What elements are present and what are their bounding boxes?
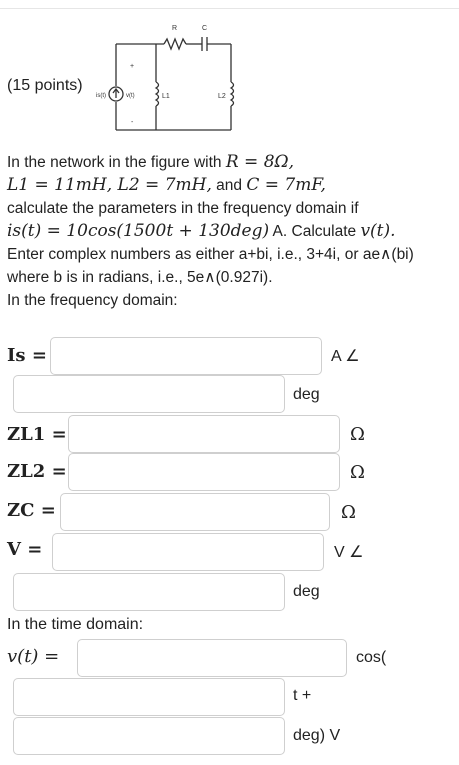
points-label: (15 points) [7,77,83,94]
label-C: C [202,25,208,32]
vt-frequency-input[interactable] [13,678,285,716]
deg-V-unit: deg) V [293,727,341,744]
V-unit: V ∠ [334,544,364,561]
ZC-input[interactable] [60,493,330,531]
label-L1: L1 [162,93,170,100]
complex-format-instructions: Enter complex numbers as either a+bi, i.e., 3+4i, or ae∧(bi) where b is in radians, i.e., 5e∧(0.927i). [7,246,414,286]
C-equation: C = 7mF, [246,175,326,195]
ZL1-unit: Ω [350,424,365,445]
is-equation: is(t) = 10cos(1500t + 130deg) [7,221,270,241]
V-angle-input[interactable] [13,573,285,611]
problem-calc-v: A. Calculate [269,223,361,240]
problem-calc: calculate the parameters in the frequency domain if [7,200,359,217]
vt-phase-input[interactable] [13,717,285,755]
vt-label: v(t) = [7,646,60,667]
ZL2-input[interactable] [68,453,340,491]
problem-text [7,151,455,312]
Is-deg-unit: deg [293,386,320,403]
label-plus: + [130,63,135,70]
circuit-diagram [96,22,238,144]
label-is: is(t) [96,93,106,99]
cos-unit: cos( [356,649,387,666]
ZL2-unit: Ω [350,462,365,483]
V-label: V = [7,539,43,560]
ZL1-label: ZL1 = [7,424,67,445]
Is-unit: A ∠ [331,348,360,365]
V-magnitude-input[interactable] [52,533,324,571]
top-divider [0,8,459,9]
R-equation: R = 8Ω, [225,152,295,172]
problem-intro: In the network in the figure with [7,154,226,171]
ZC-unit: Ω [341,502,356,523]
time-domain-heading: In the time domain: [7,616,144,633]
Is-label: Is = [7,345,47,366]
Is-magnitude-input[interactable] [50,337,322,375]
ZL2-label: ZL2 = [7,461,67,482]
ZC-label: ZC = [7,500,56,521]
label-L2: L2 [218,93,226,100]
label-vt: v(t) [126,93,135,99]
and-text: and [211,177,247,194]
Is-angle-input[interactable] [13,375,285,413]
label-minus: - [131,119,134,126]
vt-symbol: v(t). [360,221,396,241]
t-plus-unit: t + [293,687,312,704]
label-R: R [172,25,178,32]
frequency-domain-heading: In the frequency domain: [7,292,178,309]
ZL1-input[interactable] [68,415,340,453]
vt-amplitude-input[interactable] [77,639,347,677]
V-deg-unit: deg [293,583,320,600]
L-equation: L1 = 11mH, L2 = 7mH, [7,175,212,195]
